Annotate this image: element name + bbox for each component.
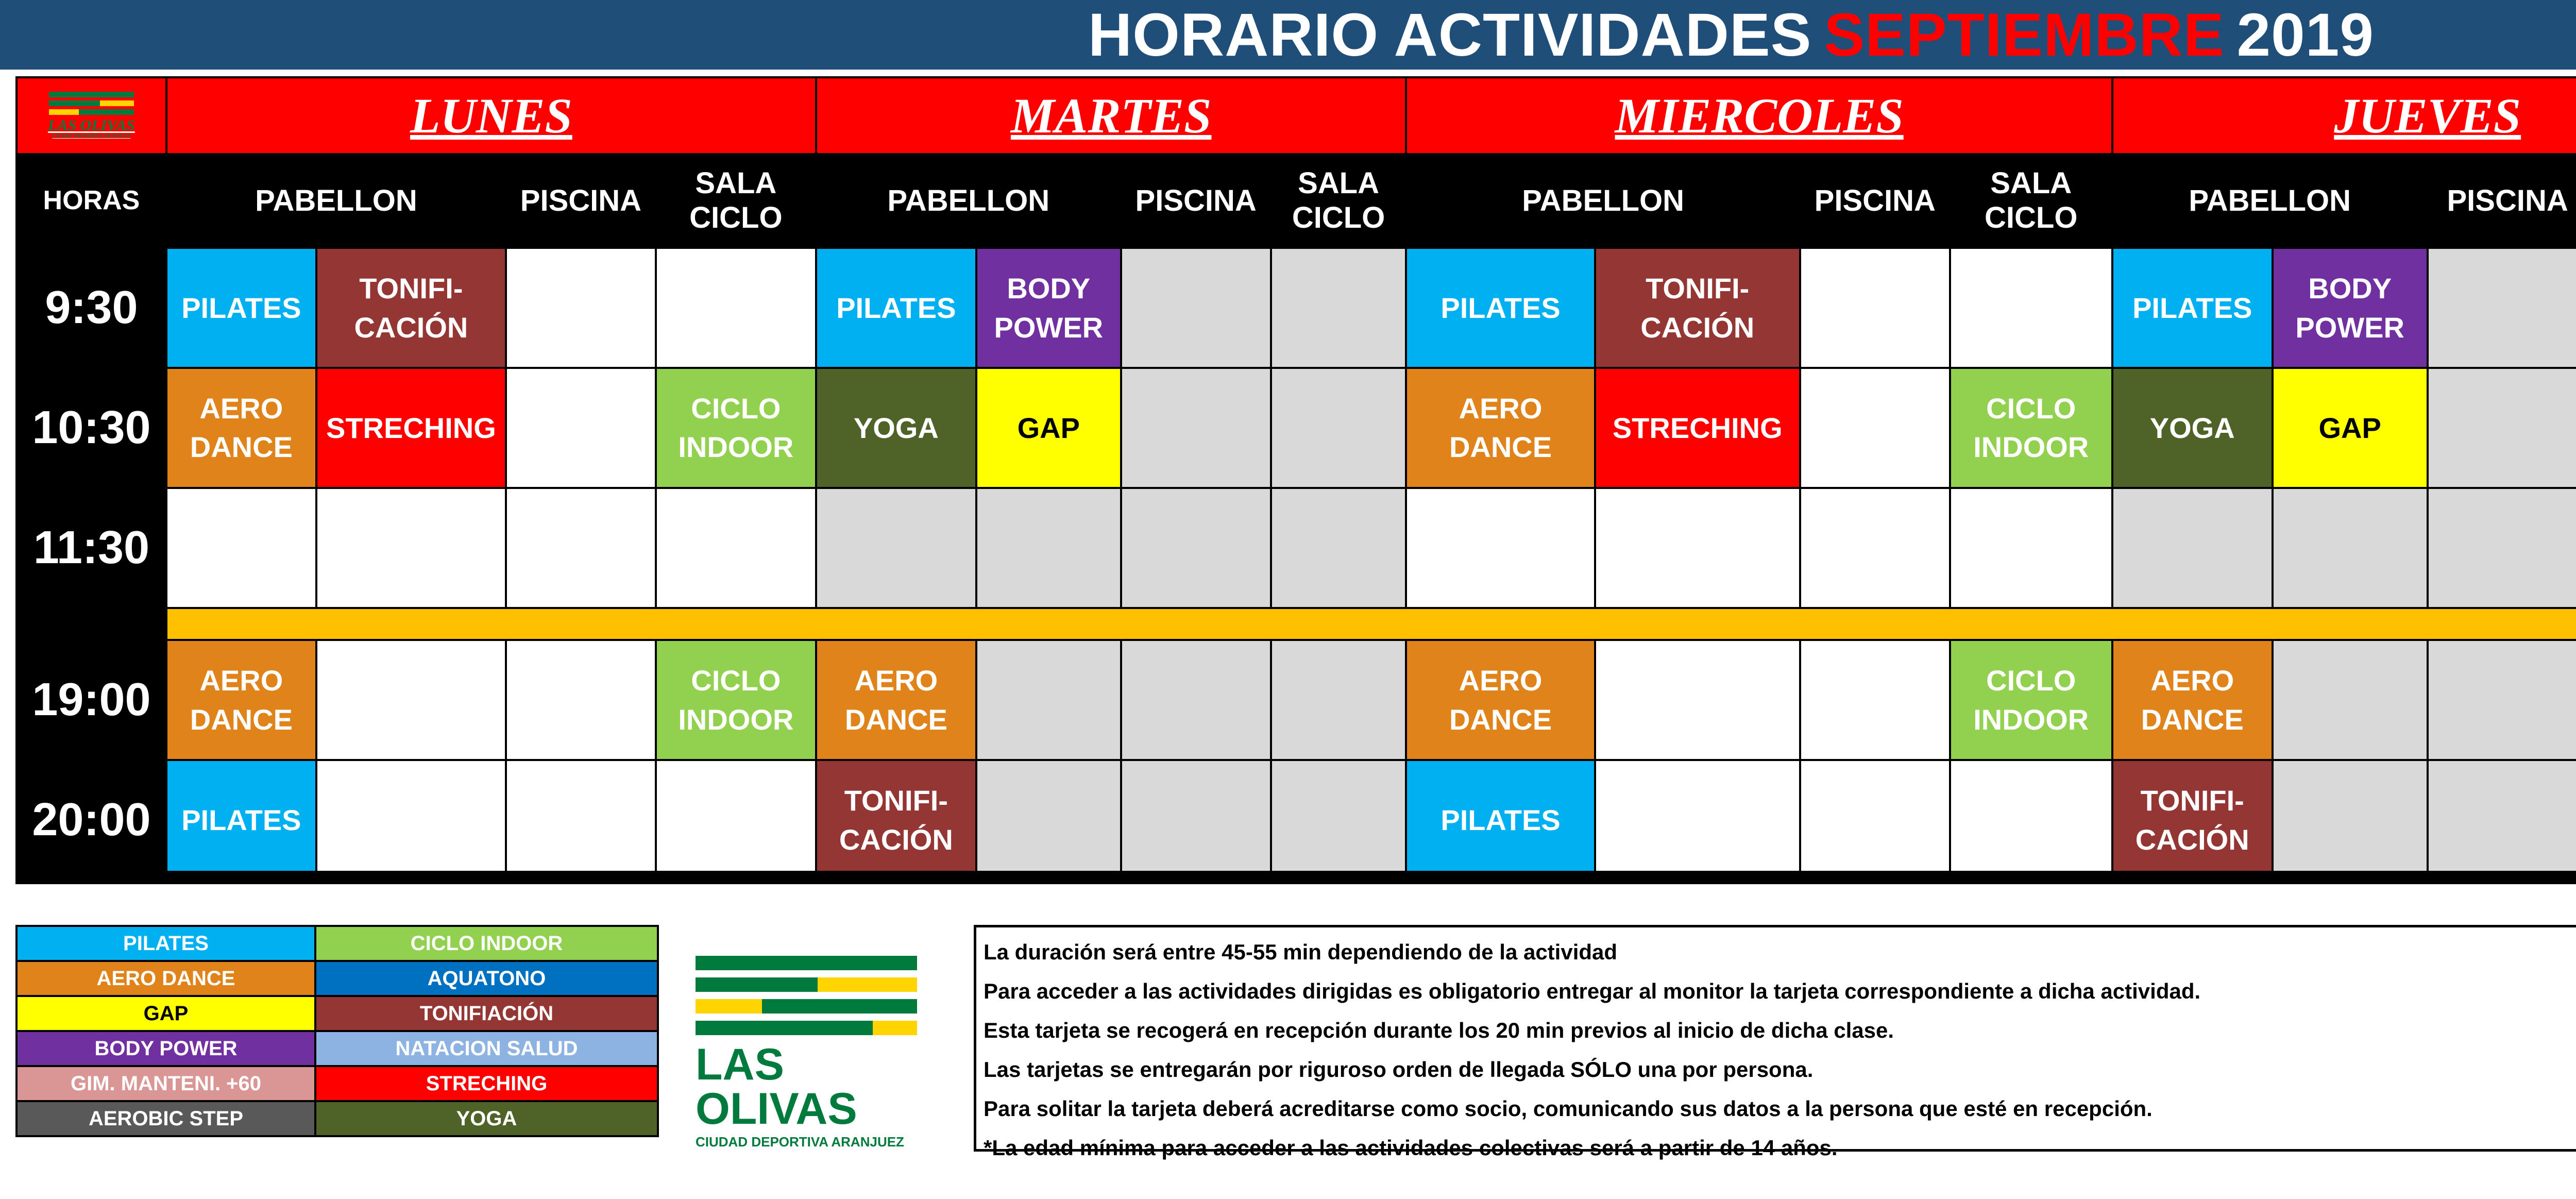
venue-sala-ciclo-monday: [656, 154, 816, 248]
activity-slot-body: [976, 248, 1121, 368]
activity-slot-pilates: [166, 248, 316, 368]
unavailable-slot: [1271, 640, 1406, 760]
empty-slot: [1595, 760, 1800, 880]
legend-item: BODY POWER: [16, 1031, 315, 1066]
unavailable-slot: [2273, 760, 2428, 880]
time-label: 9:30: [16, 248, 166, 368]
activity-label-line2: CACIÓN: [1640, 311, 1755, 344]
unavailable-slot: [2428, 368, 2576, 488]
empty-slot: [1595, 488, 1800, 608]
activity-slot-aero: [166, 368, 316, 488]
activity-label: PILATES: [1440, 291, 1561, 324]
venue-sala-label: SALA: [1298, 166, 1379, 200]
unavailable-slot: [2428, 640, 2576, 760]
legend-row: [16, 961, 658, 996]
activity-label-line2: DANCE: [1449, 431, 1552, 464]
activity-label: CICLO: [1986, 392, 2076, 425]
day-header-monday: LUNES: [166, 77, 816, 154]
activity-label: YOGA: [2149, 411, 2235, 444]
activity-slot-pilates: [166, 760, 316, 880]
las-olivas-logo: [696, 956, 917, 1150]
legend-row: [16, 1101, 658, 1136]
activity-label: TONIFI-: [359, 272, 463, 305]
legend-item: TONIFIACIÓN: [315, 996, 658, 1031]
legend-item: GIM. MANTENI. +60: [16, 1066, 315, 1101]
legend-item: AQUATONO: [315, 961, 658, 996]
unavailable-slot: [2428, 488, 2576, 608]
activity-slot-aero: [1406, 368, 1595, 488]
empty-slot: [656, 488, 816, 608]
activity-slot-ciclo: [656, 640, 816, 760]
unavailable-slot: [1121, 640, 1271, 760]
venue-pabellon-monday: PABELLON: [166, 154, 506, 248]
activity-label: PILATES: [1440, 803, 1561, 836]
activity-label-line2: DANCE: [190, 703, 293, 736]
time-label: 11:30: [16, 488, 166, 608]
activity-label: AERO: [199, 664, 283, 697]
logo-subtitle: CIUDAD DEPORTIVA ARANJUEZ: [696, 1134, 904, 1150]
activity-label: AERO: [1459, 664, 1543, 697]
unavailable-slot: [2428, 248, 2576, 368]
empty-slot: [1800, 368, 1950, 488]
logo-stripes-icon: [49, 92, 134, 118]
empty-slot: [1800, 248, 1950, 368]
activity-slot-aero: [816, 640, 976, 760]
venue-header-row: [16, 154, 2576, 248]
activity-label-line2: CACIÓN: [839, 823, 953, 856]
time-slot-row: [16, 640, 2576, 760]
activity-label-line2: DANCE: [2141, 703, 2244, 736]
empty-slot: [506, 760, 656, 880]
activity-label: STRECHING: [1612, 411, 1783, 444]
unavailable-slot: [1271, 488, 1406, 608]
activity-label: BODY: [1007, 272, 1091, 305]
activity-slot-body: [2273, 248, 2428, 368]
venue-pabellon-wednesday: PABELLON: [1406, 154, 1800, 248]
note-line: La duración será entre 45-55 min dependiendo de la actividad: [984, 940, 1618, 964]
time-label: 10:30: [16, 368, 166, 488]
activity-slot-yoga: [2112, 368, 2273, 488]
note-line: Las tarjetas se entregarán por riguroso orden de llegada SÓLO una por persona.: [984, 1057, 1814, 1082]
afternoon-separator: [16, 608, 2576, 640]
activity-label-line2: CACIÓN: [354, 311, 468, 344]
activity-label: BODY: [2308, 272, 2392, 305]
activity-slot-toni: [1595, 248, 1800, 368]
time-slot-row: [16, 368, 2576, 488]
separator-hour-cell: [16, 608, 166, 640]
activity-slot-ciclo: [656, 368, 816, 488]
day-header-tuesday: MARTES: [816, 77, 1406, 154]
venue-piscina-monday: PISCINA: [506, 154, 656, 248]
activity-slot-pilates: [1406, 248, 1595, 368]
time-label: 19:00: [16, 640, 166, 760]
empty-slot: [1800, 640, 1950, 760]
unavailable-slot: [2112, 488, 2273, 608]
unavailable-slot: [1271, 760, 1406, 880]
activity-slot-ciclo: [1950, 368, 2112, 488]
legend-item: NATACION SALUD: [315, 1031, 658, 1066]
empty-slot: [506, 248, 656, 368]
activity-slot-strech: [1595, 368, 1800, 488]
empty-slot: [1950, 760, 2112, 880]
venue-sala-label: SALA: [695, 166, 777, 200]
title-main: HORARIO ACTIVIDADES: [1088, 1, 1812, 69]
activity-label: TONIFI-: [844, 784, 948, 817]
unavailable-slot: [976, 640, 1121, 760]
empty-slot: [656, 248, 816, 368]
activity-legend: [15, 925, 659, 1137]
corner-logo: [16, 77, 166, 154]
activity-label: PILATES: [181, 803, 301, 836]
activity-slot-pilates: [816, 248, 976, 368]
empty-slot: [166, 488, 316, 608]
activity-label: AERO: [199, 392, 283, 425]
page-title: [0, 0, 2576, 70]
activity-label: TONIFI-: [2140, 784, 2244, 817]
schedule-bottom-rule: [15, 871, 2576, 884]
note-line: Para acceder a las actividades dirigidas es obligatorio entregar al monitor la tarjeta correspondiente a dicha actividad.: [984, 979, 2201, 1003]
venue-piscina-tuesday: PISCINA: [1121, 154, 1271, 248]
activity-label: GAP: [1017, 411, 1080, 444]
empty-slot: [1595, 640, 1800, 760]
empty-slot: [506, 640, 656, 760]
activity-slot-pilates: [1406, 760, 1595, 880]
corner-logo-name: LAS OLIVAS: [48, 117, 135, 134]
activity-label-line2: DANCE: [844, 703, 947, 736]
activity-label-line2: POWER: [2295, 311, 2404, 344]
unavailable-slot: [1121, 248, 1271, 368]
venue-sala-ciclo-wednesday: [1950, 154, 2112, 248]
empty-slot: [1950, 248, 2112, 368]
day-header-row: [16, 77, 2576, 154]
empty-slot: [656, 760, 816, 880]
activity-slot-aero: [2112, 640, 2273, 760]
venue-pabellon-tuesday: PABELLON: [816, 154, 1121, 248]
activity-label-line2: INDOOR: [678, 703, 794, 736]
activity-label: PILATES: [181, 291, 301, 324]
activity-label-line2: INDOOR: [678, 431, 794, 464]
venue-sala-label: SALA: [1990, 166, 2072, 200]
corner-logo-subtitle: CIUDAD DEPORTIVA ARANJUEZ: [52, 133, 131, 140]
empty-slot: [506, 368, 656, 488]
unavailable-slot: [1121, 760, 1271, 880]
activity-label: AERO: [2150, 664, 2234, 697]
title-year: 2019: [2236, 1, 2375, 69]
day-header-wednesday: MIERCOLES: [1406, 77, 2112, 154]
legend-item: AEROBIC STEP: [16, 1101, 315, 1136]
activity-label: PILATES: [2132, 291, 2252, 324]
empty-slot: [1800, 488, 1950, 608]
activity-slot-ciclo: [1950, 640, 2112, 760]
activity-label: CICLO: [691, 392, 781, 425]
rules-notes-box: [974, 925, 2576, 1160]
venue-sala-ciclo-tuesday: [1271, 154, 1406, 248]
unavailable-slot: [1271, 248, 1406, 368]
legend-item: STRECHING: [315, 1066, 658, 1101]
time-label: 20:00: [16, 760, 166, 880]
activity-slot-aero: [1406, 640, 1595, 760]
unavailable-slot: [976, 760, 1121, 880]
activity-slot-toni: [316, 248, 506, 368]
venue-ciclo-label: CICLO: [1292, 201, 1385, 235]
activity-label-line2: DANCE: [1449, 703, 1552, 736]
venue-piscina-wednesday: PISCINA: [1800, 154, 1950, 248]
empty-slot: [316, 488, 506, 608]
note-line: *La edad mínima para acceder a las actividades colectivas será a partir de 14 años.: [984, 1136, 1838, 1160]
activity-label: GAP: [2318, 411, 2381, 444]
empty-slot: [316, 640, 506, 760]
activity-label: CICLO: [691, 664, 781, 697]
activity-label: AERO: [854, 664, 938, 697]
activity-label: YOGA: [853, 411, 939, 444]
empty-slot: [1800, 760, 1950, 880]
hours-header: HORAS: [16, 154, 166, 248]
logo-stripes-large-icon: [696, 956, 917, 1035]
venue-ciclo-label: CICLO: [689, 201, 783, 235]
legend-item: CICLO INDOOR: [315, 926, 658, 961]
activity-label-line2: POWER: [994, 311, 1104, 344]
activity-label: TONIFI-: [1646, 272, 1750, 305]
unavailable-slot: [816, 488, 976, 608]
activity-slot-gap: [2273, 368, 2428, 488]
venue-ciclo-label: CICLO: [1985, 201, 2078, 235]
empty-slot: [1950, 488, 2112, 608]
legend-item: GAP: [16, 996, 315, 1031]
legend-row: [16, 1031, 658, 1066]
activity-slot-strech: [316, 368, 506, 488]
schedule-table: [15, 76, 2576, 881]
unavailable-slot: [1271, 368, 1406, 488]
activity-slot-aero: [166, 640, 316, 760]
time-slot-row: [16, 488, 2576, 608]
unavailable-slot: [1121, 488, 1271, 608]
note-line: Esta tarjeta se recogerá en recepción durante los 20 min previos al inicio de dicha clase.: [984, 1018, 1894, 1042]
activity-slot-pilates: [2112, 248, 2273, 368]
activity-slot-toni: [2112, 760, 2273, 880]
empty-slot: [1406, 488, 1595, 608]
legend-item: AERO DANCE: [16, 961, 315, 996]
activity-label-line2: INDOOR: [1973, 703, 2089, 736]
unavailable-slot: [976, 488, 1121, 608]
activity-label: STRECHING: [326, 411, 496, 444]
activity-slot-gap: [976, 368, 1121, 488]
activity-label-line2: DANCE: [190, 431, 293, 464]
time-slot-row: [16, 760, 2576, 880]
venue-pabellon-thursday: PABELLON: [2112, 154, 2428, 248]
empty-slot: [316, 760, 506, 880]
activity-slot-yoga: [816, 368, 976, 488]
unavailable-slot: [2428, 760, 2576, 880]
note-line: Para solitar la tarjeta deberá acreditarse como socio, comunicando sus datos a la persona que esté en recepción.: [984, 1096, 2153, 1121]
logo-name: LAS OLIVAS: [696, 1040, 857, 1134]
legend-row: [16, 926, 658, 961]
time-slot-row: [16, 248, 2576, 368]
activity-label: AERO: [1459, 392, 1543, 425]
unavailable-slot: [2273, 640, 2428, 760]
legend-row: [16, 996, 658, 1031]
unavailable-slot: [1121, 368, 1271, 488]
legend-item: YOGA: [315, 1101, 658, 1136]
activity-label: PILATES: [836, 291, 956, 324]
empty-slot: [506, 488, 656, 608]
title-month: SEPTIEMBRE: [1824, 1, 2225, 69]
legend-row: [16, 1066, 658, 1101]
activity-label-line2: INDOOR: [1973, 431, 2089, 464]
activity-label-line2: CACIÓN: [2135, 823, 2249, 856]
activity-slot-toni: [816, 760, 976, 880]
legend-item: PILATES: [16, 926, 315, 961]
separator-band: [166, 608, 2576, 640]
day-header-thursday: JUEVES: [2112, 77, 2576, 154]
venue-piscina-thursday: PISCINA: [2428, 154, 2576, 248]
unavailable-slot: [2273, 488, 2428, 608]
activity-label: CICLO: [1986, 664, 2076, 697]
